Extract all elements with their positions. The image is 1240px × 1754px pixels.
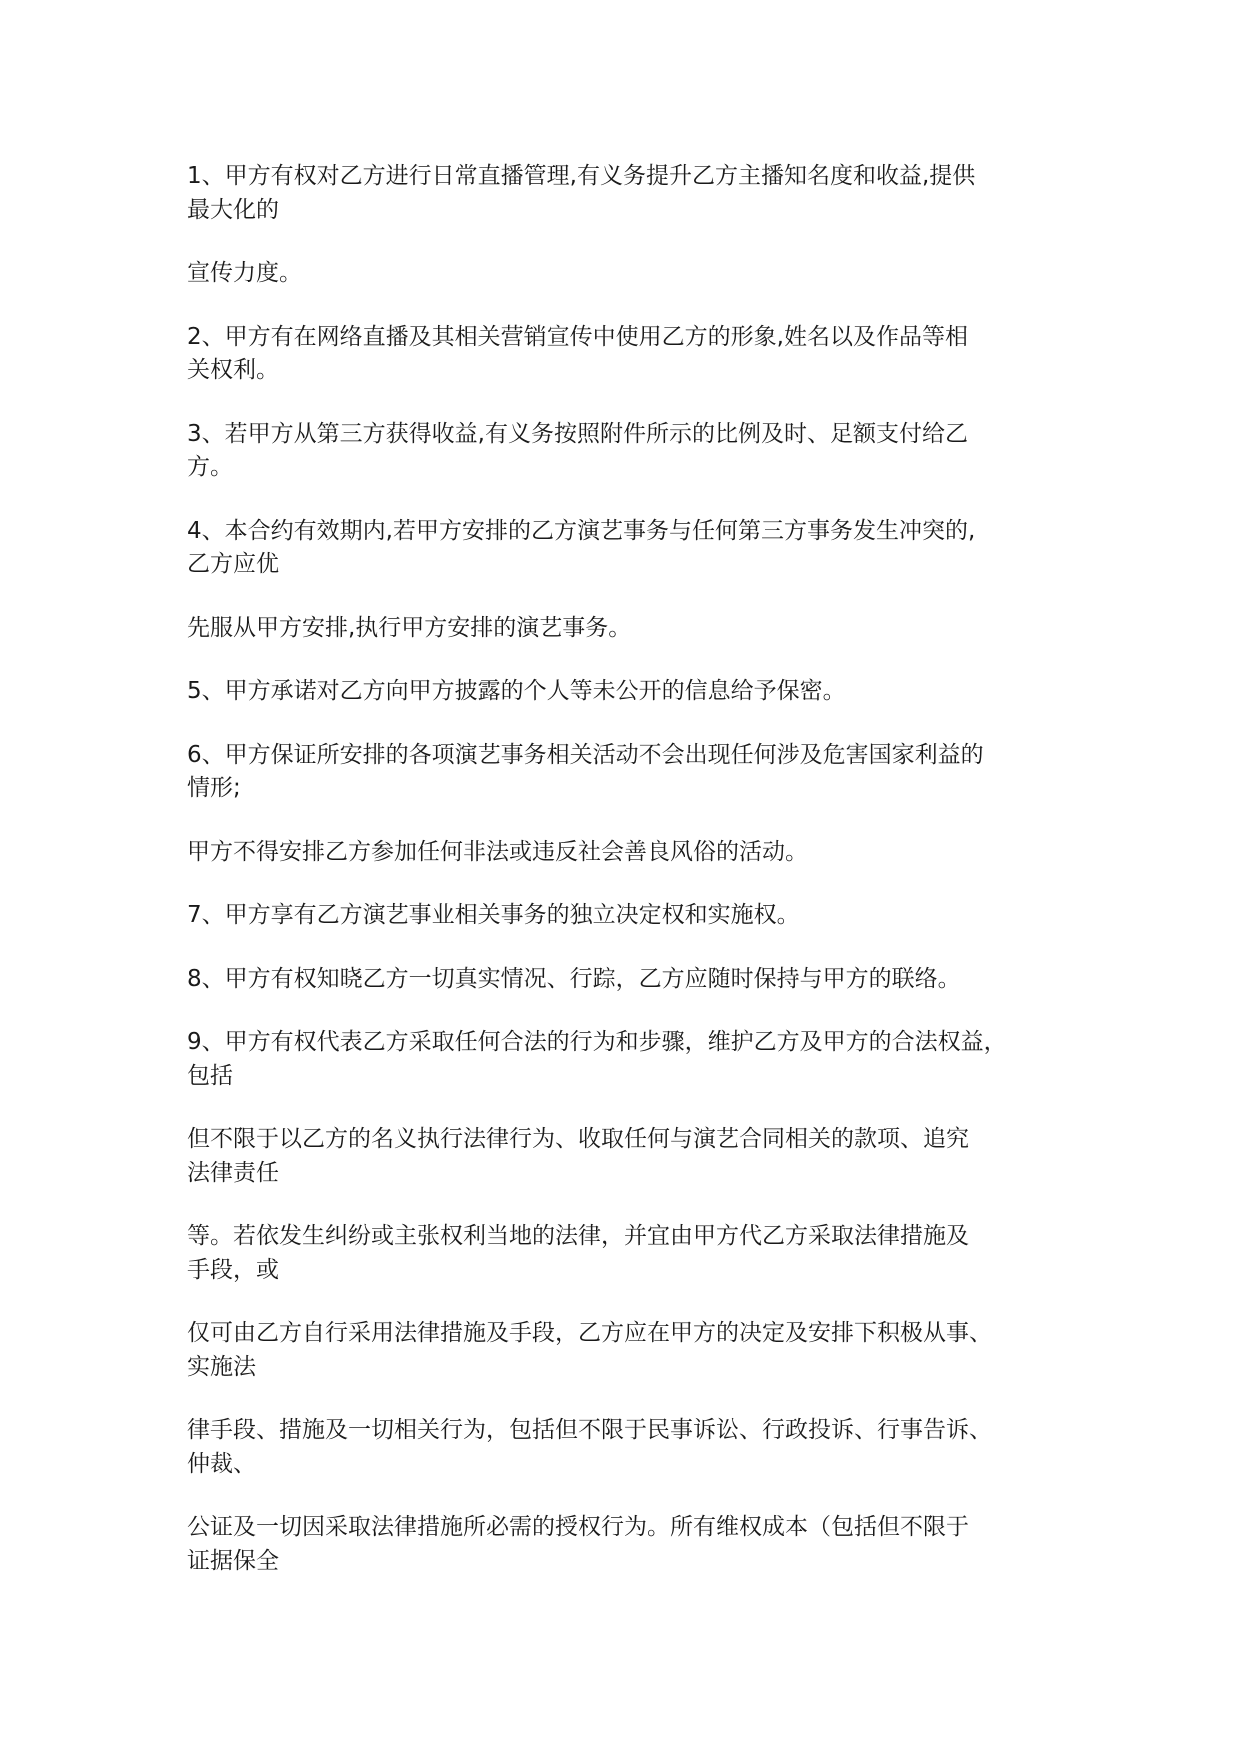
text-line: 但不限于以乙方的名义执行法律行为、收取任何与演艺合同相关的款项、追究 — [187, 1126, 969, 1152]
text-line: 1、甲方有权对乙方进行日常直播管理,有义务提升乙方主播知名度和收益,提供 — [187, 163, 976, 189]
paragraph-1 — [187, 160, 1067, 227]
text-line: 公证及一切因采取法律措施所必需的授权行为。所有维权成本（包括但不限于 — [187, 1514, 969, 1540]
text-line: 4、本合约有效期内,若甲方安排的乙方演艺事务与任何第三方事务发生冲突的, — [187, 517, 976, 544]
paragraph-8 — [187, 739, 1067, 806]
paragraph-17 — [187, 1511, 1067, 1578]
text-line: 方。 — [187, 454, 233, 480]
paragraph-5 — [187, 515, 1067, 582]
paragraph-7 — [187, 675, 1067, 709]
text-line: 包括 — [187, 1062, 233, 1089]
text-line: 5、甲方承诺对乙方向甲方披露的个人等未公开的信息给予保密。 — [187, 678, 846, 704]
paragraph-2 — [187, 257, 1067, 291]
paragraph-15 — [187, 1317, 1067, 1384]
paragraph-6 — [187, 612, 1067, 646]
text-line: 仅可由乙方自行采用法律措施及手段，乙方应在甲方的决定及安排下积极从事、 — [187, 1320, 992, 1346]
text-line: 最大化的 — [187, 196, 279, 223]
document-body — [187, 160, 1067, 1608]
text-line: 7、甲方享有乙方演艺事业相关事务的独立决定权和实施权。 — [187, 902, 800, 928]
paragraph-14 — [187, 1220, 1067, 1287]
paragraph-4 — [187, 418, 1067, 485]
paragraph-16 — [187, 1414, 1067, 1481]
text-line: 手段，或 — [187, 1256, 279, 1283]
text-line: 8、甲方有权知晓乙方一切真实情况、行踪，乙方应随时保持与甲方的联络。 — [187, 965, 961, 992]
paragraph-9 — [187, 836, 1067, 870]
text-line: 6、甲方保证所安排的各项演艺事务相关活动不会出现任何涉及危害国家利益的 — [187, 741, 984, 768]
text-line: 乙方应优 — [187, 551, 279, 577]
paragraph-12 — [187, 1026, 1067, 1093]
paragraph-10 — [187, 899, 1067, 933]
text-line: 3、若甲方从第三方获得收益,有义务按照附件所示的比例及时、足额支付给乙 — [187, 420, 968, 447]
text-line: 情形; — [187, 775, 241, 801]
text-line: 律手段、措施及一切相关行为，包括但不限于民事诉讼、行政投诉、行事告诉、 — [187, 1417, 992, 1443]
text-line: 证据保全 — [187, 1547, 279, 1574]
text-line: 关权利。 — [187, 357, 279, 383]
text-line: 宣传力度。 — [187, 260, 302, 286]
paragraph-3 — [187, 321, 1067, 388]
paragraph-11 — [187, 963, 1067, 997]
text-line: 甲方不得安排乙方参加任何非法或违反社会善良风俗的活动。 — [187, 838, 808, 865]
text-line: 9、甲方有权代表乙方采取任何合法的行为和步骤，维护乙方及甲方的合法权益， — [187, 1029, 1007, 1055]
text-line: 实施法 — [187, 1353, 256, 1380]
text-line: 等。若依发生纠纷或主张权利当地的法律，并宜由甲方代乙方采取法律措施及 — [187, 1223, 969, 1249]
text-line: 仲裁、 — [187, 1450, 256, 1477]
text-line: 法律责任 — [187, 1159, 279, 1186]
text-line: 2、甲方有在网络直播及其相关营销宣传中使用乙方的形象,姓名以及作品等相 — [187, 323, 968, 350]
text-line: 先服从甲方安排,执行甲方安排的演艺事务。 — [187, 614, 632, 641]
paragraph-13 — [187, 1123, 1067, 1190]
